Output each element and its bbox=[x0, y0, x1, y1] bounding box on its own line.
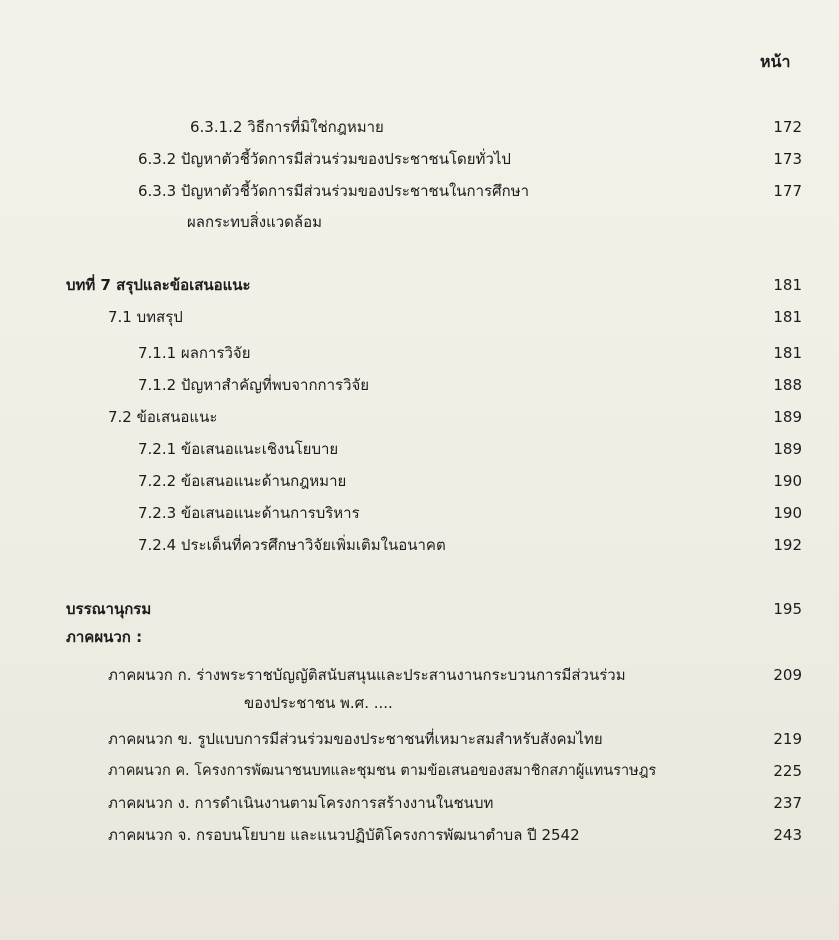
toc-page-number: 172 bbox=[773, 118, 802, 136]
toc-page-number: 190 bbox=[773, 472, 802, 490]
toc-label-continuation: ของประชาชน พ.ศ. .... bbox=[244, 694, 393, 712]
toc-label: 7.1 บทสรุป bbox=[108, 308, 183, 326]
toc-label: ภาคผนวก จ. กรอบนโยบาย และแนวปฏิบัติโครงการพัฒนาตำบล ปี 2542 bbox=[108, 826, 580, 844]
toc-page-number: 225 bbox=[773, 762, 802, 780]
toc-label: 7.1.1 ผลการวิจัย bbox=[138, 344, 251, 362]
toc-label: 7.2.3 ข้อเสนอแนะด้านการบริหาร bbox=[138, 504, 360, 522]
toc-page-number: 188 bbox=[773, 376, 802, 394]
toc-page-number: 189 bbox=[773, 408, 802, 426]
toc-page-number: 209 bbox=[773, 666, 802, 684]
toc-page-number: 190 bbox=[773, 504, 802, 522]
toc-label: 6.3.1.2 วิธีการที่มิใช่กฎหมาย bbox=[190, 118, 384, 136]
toc-page-number: 181 bbox=[773, 308, 802, 326]
toc-page-number: 195 bbox=[773, 600, 802, 618]
toc-label: 7.2.1 ข้อเสนอแนะเชิงนโยบาย bbox=[138, 440, 339, 458]
toc-page-number: 181 bbox=[773, 344, 802, 362]
toc-label: ภาคผนวก ง. การดำเนินงานตามโครงการสร้างงานในชนบท bbox=[108, 794, 494, 812]
toc-label: ภาคผนวก : bbox=[66, 628, 143, 646]
toc-page-number: 173 bbox=[773, 150, 802, 168]
toc-label: 7.1.2 ปัญหาสำคัญที่พบจากการวิจัย bbox=[138, 376, 370, 394]
toc-page-number: 189 bbox=[773, 440, 802, 458]
toc-label: บทที่ 7 สรุปและข้อเสนอแนะ bbox=[66, 276, 251, 294]
toc-label: 7.2 ข้อเสนอแนะ bbox=[108, 408, 218, 426]
toc-label: 6.3.3 ปัญหาตัวชี้วัดการมีส่วนร่วมของประชาชนในการศึกษา bbox=[138, 182, 530, 200]
toc-page-number: 181 bbox=[773, 276, 802, 294]
toc-label: บรรณานุกรม bbox=[66, 600, 152, 618]
toc-page-number: 177 bbox=[773, 182, 802, 200]
toc-page-number: 192 bbox=[773, 536, 802, 554]
toc-page-number: 219 bbox=[773, 730, 802, 748]
toc-label-continuation: ผลกระทบสิ่งแวดล้อม bbox=[187, 213, 322, 231]
toc-label: ภาคผนวก ก. ร่างพระราชบัญญัติสนับสนุนและประสานงานกระบวนการมีส่วนร่วม bbox=[108, 666, 626, 684]
toc-label: 6.3.2 ปัญหาตัวชี้วัดการมีส่วนร่วมของประชาชนโดยทั่วไป bbox=[138, 150, 511, 168]
toc-label: ภาคผนวก ค. โครงการพัฒนาชนบทและชุมชน ตามข้อเสนอของสมาชิกสภาผู้แทนราษฎร bbox=[108, 763, 657, 779]
toc-label: 7.2.4 ประเด็นที่ควรศึกษาวิจัยเพิ่มเติมในอนาคต bbox=[138, 536, 446, 554]
toc-page-number: 243 bbox=[773, 826, 802, 844]
toc-label: 7.2.2 ข้อเสนอแนะด้านกฎหมาย bbox=[138, 472, 347, 490]
toc-label: ภาคผนวก ข. รูปแบบการมีส่วนร่วมของประชาชนที่เหมาะสมสำหรับสังคมไทย bbox=[108, 730, 603, 748]
page-column-header: หน้า bbox=[760, 52, 791, 71]
toc-page-number: 237 bbox=[773, 794, 802, 812]
